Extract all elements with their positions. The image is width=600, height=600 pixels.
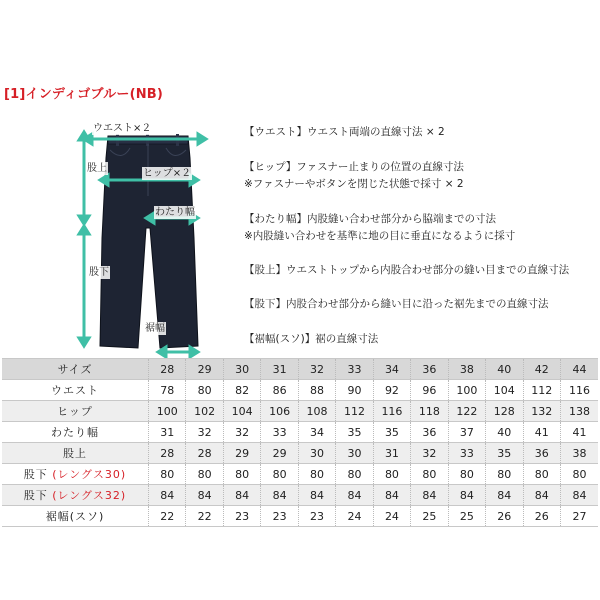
- desc-rise: [244, 262, 594, 279]
- table-cell: 84: [523, 485, 560, 506]
- table-cell: 96: [411, 380, 448, 401]
- table-cell: 38: [560, 443, 598, 464]
- table-cell: 26: [523, 506, 560, 527]
- table-cell: 30: [298, 443, 335, 464]
- size-header-label: サイズ: [2, 359, 149, 380]
- desc-hem: [244, 331, 594, 348]
- table-cell: 34: [298, 422, 335, 443]
- table-cell: 106: [261, 401, 298, 422]
- desc-line: ※ファスナーやボタンを閉じた状態で採寸 × 2: [244, 178, 464, 190]
- desc-waist: [244, 124, 594, 141]
- table-cell: 25: [448, 506, 485, 527]
- table-cell: 31: [373, 443, 410, 464]
- table-cell: 32: [411, 443, 448, 464]
- table-cell: 132: [523, 401, 560, 422]
- size-header-cell: 33: [336, 359, 373, 380]
- table-cell: 84: [298, 485, 335, 506]
- table-cell: 92: [373, 380, 410, 401]
- table-cell: 88: [298, 380, 335, 401]
- table-cell: 116: [560, 380, 598, 401]
- table-cell: 138: [560, 401, 598, 422]
- table-cell: 104: [223, 401, 260, 422]
- row-label: [2, 422, 149, 443]
- desc-line: 【裾幅(スソ)】裾の直線寸法: [244, 333, 379, 345]
- table-cell: 84: [186, 485, 223, 506]
- rise-measure-label: 股上: [87, 163, 107, 174]
- table-cell: 36: [411, 422, 448, 443]
- size-header-cell: 38: [448, 359, 485, 380]
- table-cell: 23: [223, 506, 260, 527]
- table-cell: 22: [149, 506, 186, 527]
- color-title: [1]インディゴブルー(NB): [4, 87, 164, 102]
- table-cell: 24: [336, 506, 373, 527]
- table-cell: 100: [149, 401, 186, 422]
- table-cell: 41: [523, 422, 560, 443]
- table-cell: 80: [448, 464, 485, 485]
- table-cell: 26: [486, 506, 523, 527]
- row-label-text: わたり幅: [51, 426, 99, 439]
- row-label-text: ウエスト: [51, 384, 99, 397]
- size-table: [2, 358, 598, 527]
- table-cell: 29: [223, 443, 260, 464]
- table-cell: 35: [486, 443, 523, 464]
- table-row: [2, 422, 598, 443]
- table-cell: 80: [223, 464, 260, 485]
- table-cell: 112: [336, 401, 373, 422]
- desc-line: 【ヒップ】ファスナー止まりの位置の直線寸法: [244, 161, 464, 173]
- table-cell: 22: [186, 506, 223, 527]
- table-cell: 80: [411, 464, 448, 485]
- table-cell: 84: [373, 485, 410, 506]
- table-cell: 82: [223, 380, 260, 401]
- row-label-length: (レングス30): [52, 468, 127, 481]
- table-cell: 118: [411, 401, 448, 422]
- table-cell: 33: [261, 422, 298, 443]
- desc-inseam: [244, 296, 594, 313]
- table-cell: 80: [298, 464, 335, 485]
- table-cell: 84: [486, 485, 523, 506]
- row-label: [2, 485, 149, 506]
- desc-line: ※内股縫い合わせを基準に地の目に垂直になるように採寸: [244, 230, 516, 242]
- table-cell: 80: [560, 464, 598, 485]
- table-cell: 80: [149, 464, 186, 485]
- table-cell: 84: [149, 485, 186, 506]
- table-cell: 28: [186, 443, 223, 464]
- table-cell: 108: [298, 401, 335, 422]
- desc-hip: [244, 159, 594, 193]
- desc-thigh: [244, 211, 594, 245]
- hip-measure-label: ヒップ×２: [143, 168, 192, 179]
- thigh-measure-label: わたり幅: [155, 207, 195, 218]
- table-cell: 104: [486, 380, 523, 401]
- table-cell: 116: [373, 401, 410, 422]
- table-cell: 84: [223, 485, 260, 506]
- size-header-cell: 36: [411, 359, 448, 380]
- row-label: [2, 401, 149, 422]
- table-cell: 80: [186, 380, 223, 401]
- row-label-text: 股下: [23, 489, 53, 502]
- table-row: [2, 380, 598, 401]
- table-cell: 40: [486, 422, 523, 443]
- table-cell: 80: [261, 464, 298, 485]
- size-header-cell: 42: [523, 359, 560, 380]
- table-row: [2, 443, 598, 464]
- waist-measure-label: ウエスト×２: [93, 123, 152, 134]
- size-header-cell: 44: [560, 359, 598, 380]
- table-cell: 27: [560, 506, 598, 527]
- table-row: [2, 464, 598, 485]
- row-label: [2, 443, 149, 464]
- table-cell: 80: [373, 464, 410, 485]
- table-row: [2, 401, 598, 422]
- table-cell: 80: [523, 464, 560, 485]
- table-cell: 32: [186, 422, 223, 443]
- table-row: [2, 485, 598, 506]
- table-cell: 41: [560, 422, 598, 443]
- table-cell: 112: [523, 380, 560, 401]
- table-cell: 25: [411, 506, 448, 527]
- hem-measure-label: 裾幅: [145, 323, 165, 334]
- table-cell: 37: [448, 422, 485, 443]
- table-cell: 84: [261, 485, 298, 506]
- table-cell: 23: [298, 506, 335, 527]
- table-cell: 33: [448, 443, 485, 464]
- desc-line: 【ウエスト】ウエスト両端の直線寸法 × 2: [244, 126, 445, 138]
- inseam-measure-label: 股下: [89, 267, 109, 278]
- desc-line: 【股下】内股合わせ部分から縫い目に沿った裾先までの直線寸法: [244, 298, 549, 310]
- row-label-text: ヒップ: [57, 405, 93, 418]
- table-cell: 90: [336, 380, 373, 401]
- size-header-row: [2, 359, 598, 380]
- table-cell: 80: [486, 464, 523, 485]
- table-cell: 36: [523, 443, 560, 464]
- row-label-length: (レングス32): [52, 489, 127, 502]
- table-cell: 122: [448, 401, 485, 422]
- table-cell: 84: [448, 485, 485, 506]
- table-cell: 84: [336, 485, 373, 506]
- size-header-cell: 28: [149, 359, 186, 380]
- size-header-cell: 31: [261, 359, 298, 380]
- size-header-cell: 32: [298, 359, 335, 380]
- table-cell: 80: [336, 464, 373, 485]
- table-cell: 24: [373, 506, 410, 527]
- table-cell: 86: [261, 380, 298, 401]
- size-header-cell: 29: [186, 359, 223, 380]
- row-label: [2, 380, 149, 401]
- row-label: [2, 506, 149, 527]
- table-cell: 23: [261, 506, 298, 527]
- table-cell: 30: [336, 443, 373, 464]
- table-cell: 31: [149, 422, 186, 443]
- row-label-text: 裾幅(スソ): [45, 510, 105, 523]
- table-cell: 32: [223, 422, 260, 443]
- table-cell: 84: [411, 485, 448, 506]
- table-cell: 35: [373, 422, 410, 443]
- table-cell: 78: [149, 380, 186, 401]
- table-cell: 102: [186, 401, 223, 422]
- size-header-cell: 30: [223, 359, 260, 380]
- table-cell: 128: [486, 401, 523, 422]
- row-label: [2, 464, 149, 485]
- table-cell: 84: [560, 485, 598, 506]
- row-label-text: 股下: [23, 468, 53, 481]
- jeans-diagram: [70, 118, 245, 358]
- table-cell: 35: [336, 422, 373, 443]
- table-cell: 28: [149, 443, 186, 464]
- table-cell: 29: [261, 443, 298, 464]
- size-header-cell: 40: [486, 359, 523, 380]
- table-row: [2, 506, 598, 527]
- row-label-text: 股上: [63, 447, 87, 460]
- desc-line: 【股上】ウエストトップから内股合わせ部分の縫い目までの直線寸法: [244, 264, 570, 276]
- size-header-cell: 34: [373, 359, 410, 380]
- desc-line: 【わたり幅】内股縫い合わせ部分から脇端までの寸法: [244, 213, 496, 225]
- table-cell: 100: [448, 380, 485, 401]
- table-cell: 80: [186, 464, 223, 485]
